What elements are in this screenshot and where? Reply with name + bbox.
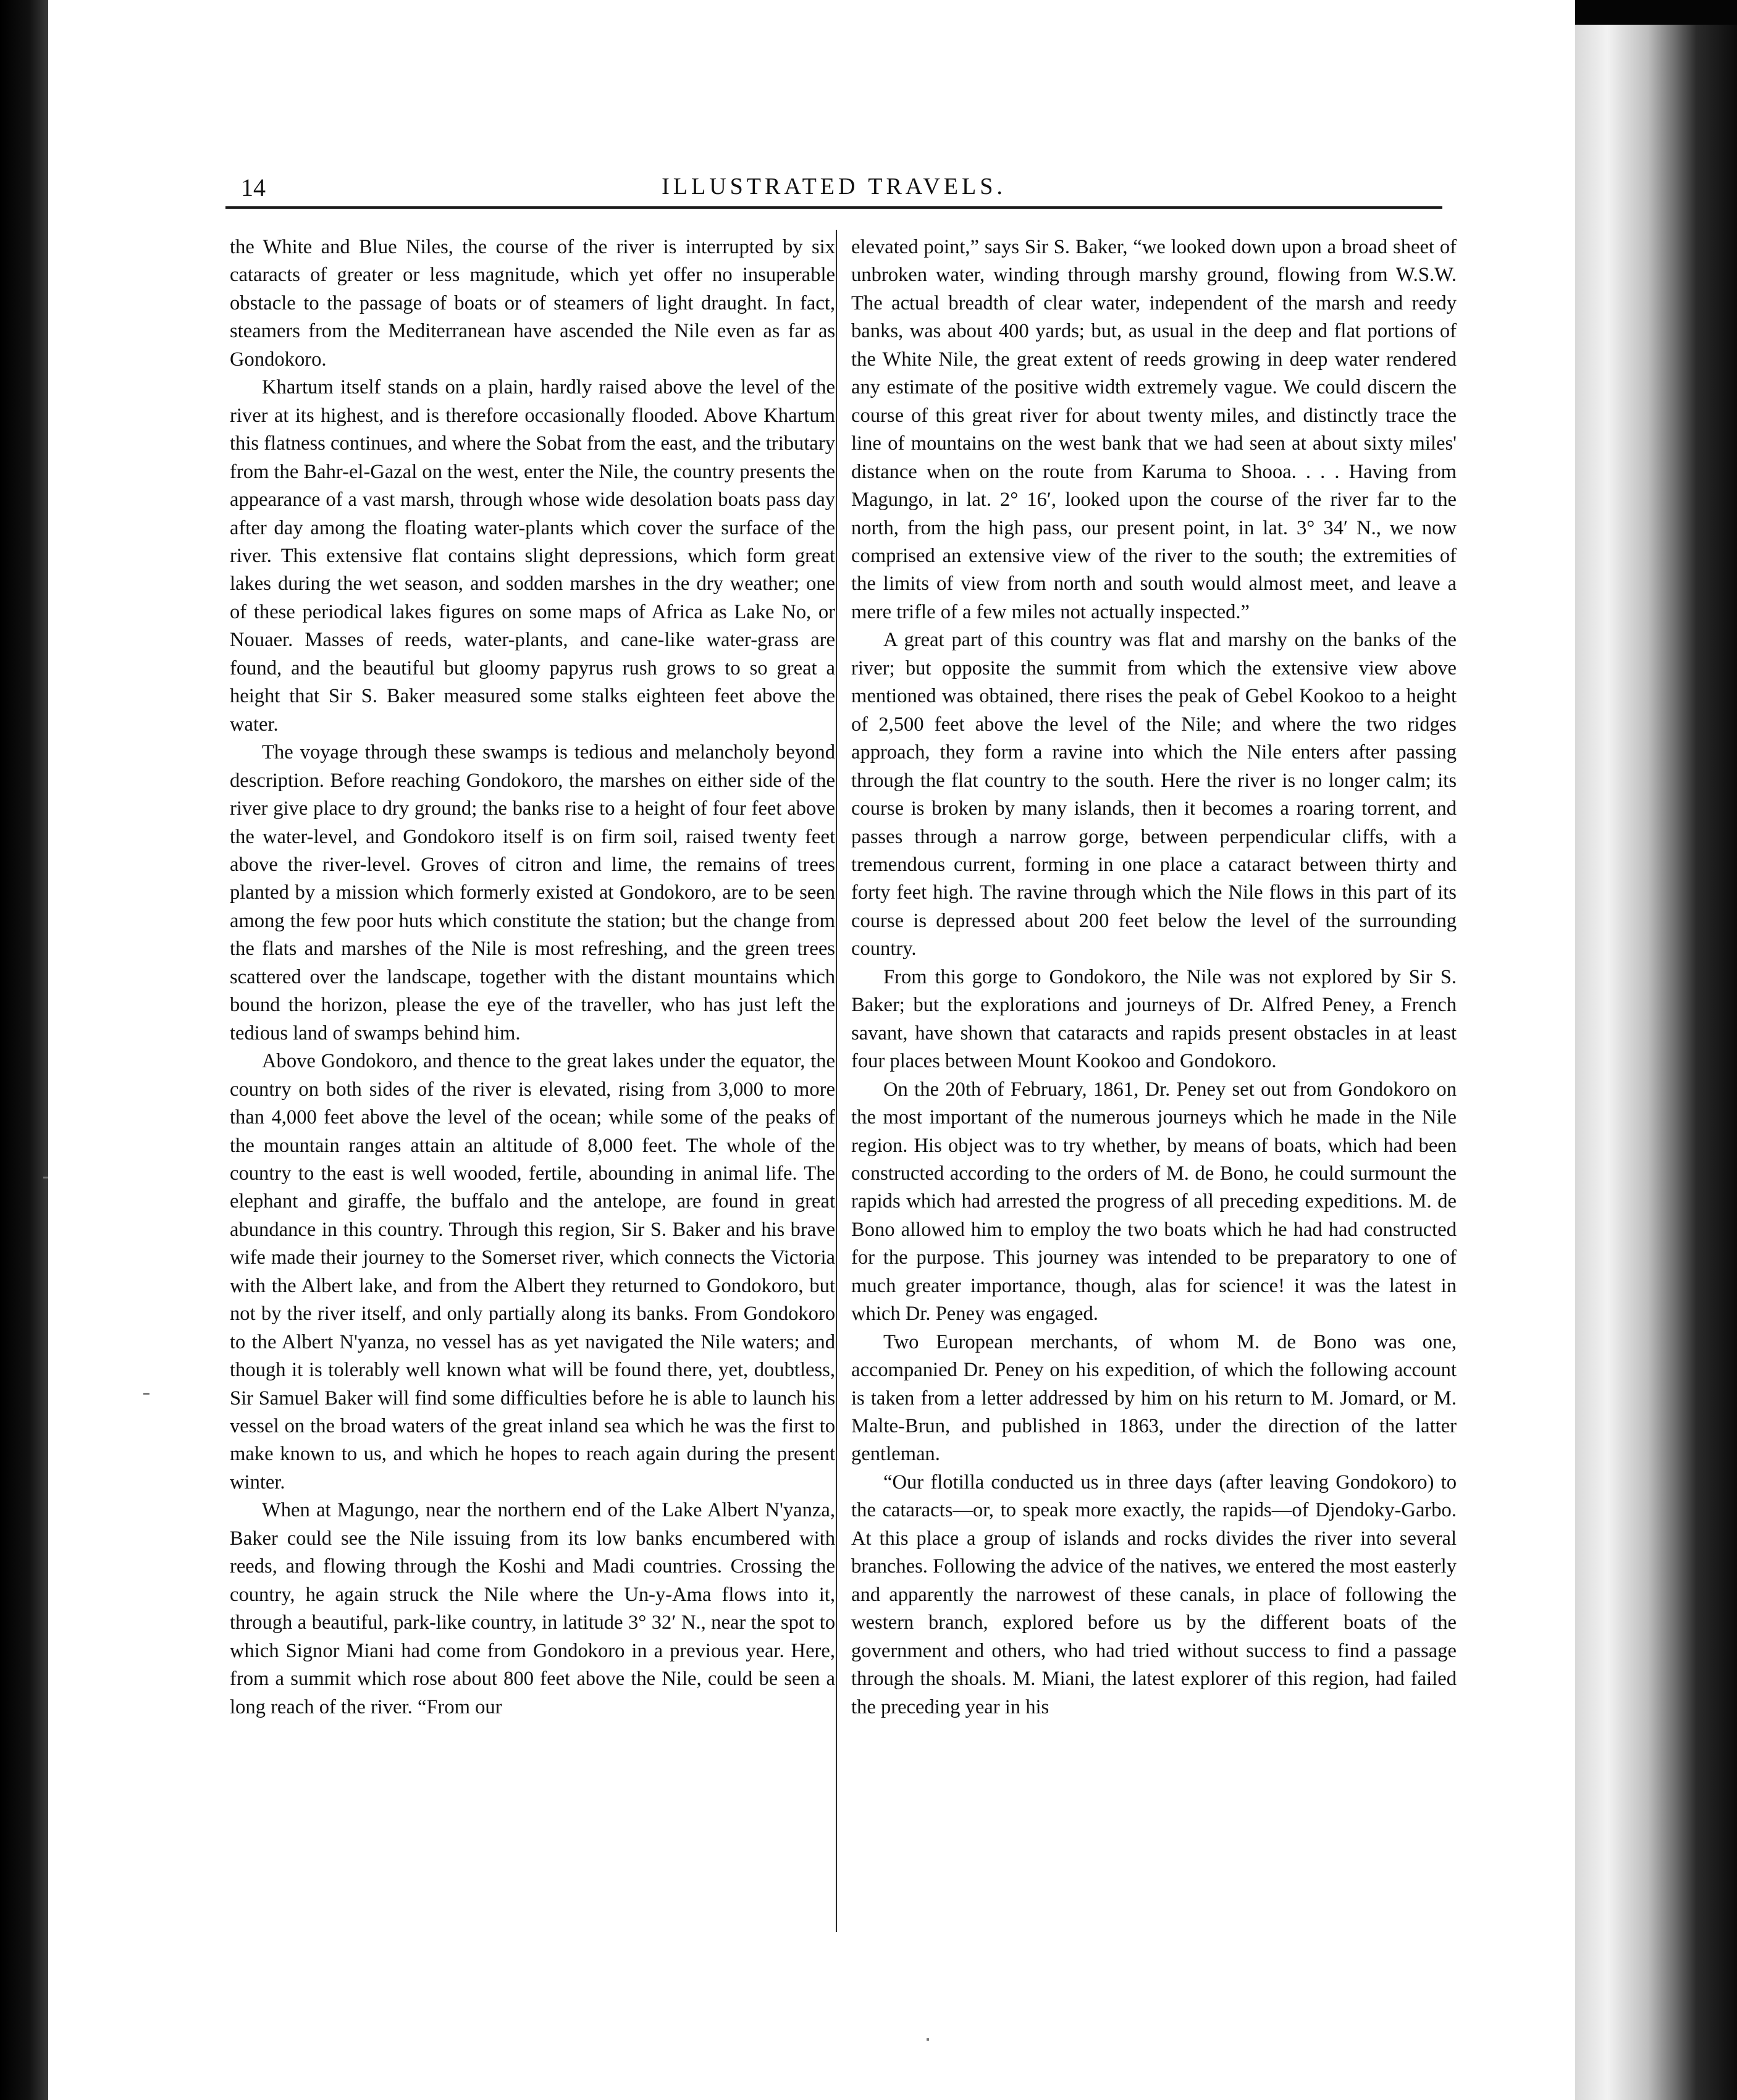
paragraph: Above Gondokoro, and thence to the great lakes under the equator, the country on both sides of the river is elevated, rising from 3,000 to more than 4,000 feet above the level of the ocean; while some of the peaks of the mountain ranges attain an altitude of 8,000 feet. The whole of the country to the east is well wooded, fertile, abounding in animal life. The elephant and giraffe, the buffalo and the antelope, are found in great abundance in this country. Through this region, Sir S. Baker and his brave wife made their journey to the Somerset river, which connects the Victoria with the Albert lake, and from the Albert they returned to Gondokoro, but not by the river itself, and only partially along its banks. From Gondokoro to the Albert N'yanza, no vessel has as yet navigated the Nile waters; and though it is tolerably well known what will be found there, yet, doubtless, Sir Samuel Baker will find some difficulties before he is able to launch his vessel on the broad waters of the great inland sea which he was the first to make known to us, and which he hopes to reach again during the present winter.: [230, 1050, 835, 1493]
scan-mark: [43, 1177, 48, 1178]
paragraph: A great part of this country was flat and marshy on the banks of the river; but opposite the summit from which the extensive view above mentioned was obtained, there rises the peak of Gebel Kookoo to a height of 2,500 feet above the level of the Nile; and where the two ridges approach, they form a ravine into which the Nile enters after passing through the flat country to the south. Here the river is no longer calm; its course is broken by many islands, then it becomes a roaring torrent, and passes through a narrow gorge, between perpendicular cliffs, with a tremendous current, forming in one place a cataract between thirty and forty feet high. The ravine through which the Nile flows in this part of its course is depressed about 200 feet below the level of the surrounding country.: [851, 629, 1457, 960]
book-spine-shadow: [1575, 25, 1737, 2100]
scan-top-edge: [1575, 0, 1737, 25]
page-header: [222, 168, 1445, 211]
scan-mark: [143, 1393, 149, 1395]
paragraph: “Our flotilla conducted us in three days (after leaving Gondokoro) to the cataracts—or, to speak more exactly, the rapids—of Djendoky-Garbo. At this place a group of islands and rocks divides the river into several branches. Following the advice of the natives, we entered the most easterly and apparently the narrowest of these canals, in place of following the western branch, explored before us by the different boats of the government and others, who had tried without success to find a passage through the shoals. M. Miani, the latest explorer of this region, had failed the preceding year in his: [851, 1471, 1457, 1718]
scan-mark: [927, 2038, 929, 2041]
header-rule: [225, 206, 1442, 209]
paragraph: On the 20th of February, 1861, Dr. Peney set out from Gondokoro on the most important of the numerous journeys which he made in the Nile region. His object was to try whether, by means of boats, which had been constructed according to the orders of M. de Bono, he could surmount the rapids which had arrested the progress of all preceding expeditions. M. de Bono allowed him to employ the two boats which he had had constructed for the purpose. This journey was intended to be preparatory to one of much greater importance, though, alas for science! it was the latest in which Dr. Peney was engaged.: [851, 1078, 1457, 1325]
paragraph: elevated point,” says Sir S. Baker, “we looked down upon a broad sheet of unbroken water, winding through marshy ground, flowing from W.S.W. The actual breadth of clear water, independent of the marsh and reedy banks, was about 400 yards; but, as usual in the deep and flat portions of the White Nile, the great extent of reeds growing in deep water rendered any estimate of the positive width extremely vague. We could discern the course of this great river for about twenty miles, and distinctly trace the line of mountains on the west bank that we had seen at about sixty miles' distance when on the route from Karuma to Shooa. . . . Having from Magungo, in lat. 2° 16′, looked upon the course of the river far to the north, from the high pass, our present point, in lat. 3° 34′ N., we now comprised an extensive view of the river to the south; the extremities of the limits of view from north and south would almost meet, and leave a mere trifle of a few miles not actually inspected.”: [851, 236, 1457, 623]
paragraph: Khartum itself stands on a plain, hardly raised above the level of the river at its highest, and is therefore occasionally flooded. Above Khartum this flatness continues, and where the Sobat from the east, and the tributary from the Bahr-el-Gazal on the west, enter the Nile, the country presents the appearance of a vast marsh, through whose wide desolation boats pass day after day among the floating water-plants which cover the surface of the river. This extensive flat contains slight depressions, which form great lakes during the wet season, and sodden marshes in the dry weather; one of these periodical lakes figures on some maps of Africa as Lake No, or Nouaer. Masses of reeds, water-plants, and cane-like water-grass are found, and the beautiful but gloomy papyrus rush grows to so great a height that Sir S. Baker measured some stalks eighteen feet above the water.: [230, 376, 835, 736]
page-number: 14: [241, 174, 266, 201]
paragraph: Two European merchants, of whom M. de Bono was one, accompanied Dr. Peney on his expedition, of which the following account is taken from a letter addressed by him on his return to M. Jomard, or M. Malte-Brun, and published in 1863, under the direction of the latter gentleman.: [851, 1330, 1457, 1466]
running-title: ILLUSTRATED TRAVELS.: [662, 174, 1006, 200]
scan-left-edge: [0, 0, 48, 2100]
paragraph: From this gorge to Gondokoro, the Nile was not explored by Sir S. Baker; but the explorations and journeys of Dr. Alfred Peney, a French savant, have shown that cataracts and rapids present obstacles in at least four places between Mount Kookoo and Gondokoro.: [851, 965, 1457, 1073]
right-column: [851, 233, 1457, 1721]
paragraph: When at Magungo, near the northern end of the Lake Albert N'yanza, Baker could see the Nile issuing from its low banks encumbered with reeds, and flowing through the Koshi and Madi countries. Crossing the country, he again struck the Nile where the Un-y-Ama flows into it, through a beautiful, park-like country, in latitude 3° 32′ N., near the spot to which Signor Miani had come from Gondokoro in a previous year. Here, from a summit which rose about 800 feet above the Nile, could be seen a long reach of the river. “From our: [230, 1499, 835, 1718]
paragraph: The voyage through these swamps is tedious and melancholy beyond description. Before reaching Gondokoro, the marshes on either side of the river give place to dry ground; the banks rise to a height of four feet above the water-level, and Gondokoro itself is on firm soil, raised twenty feet above the river-level. Groves of citron and lime, the remains of trees planted by a mission which formerly existed at Gondokoro, are to be seen among the few poor huts which constitute the station; but the change from the flats and marshes of the Nile is most refreshing, and the green trees scattered over the landscape, together with the distant mountains which bound the horizon, please the eye of the traveller, who has just left the tedious land of swamps behind him.: [230, 741, 835, 1044]
left-column: [230, 233, 835, 1721]
column-divider: [836, 230, 837, 1932]
paragraph: the White and Blue Niles, the course of the river is interrupted by six cataracts of greater or less magnitude, which yet offer no insuperable obstacle to the passage of boats or of steamers of light draught. In fact, steamers from the Mediterranean have ascended the Nile even as far as Gondokoro.: [230, 236, 835, 371]
